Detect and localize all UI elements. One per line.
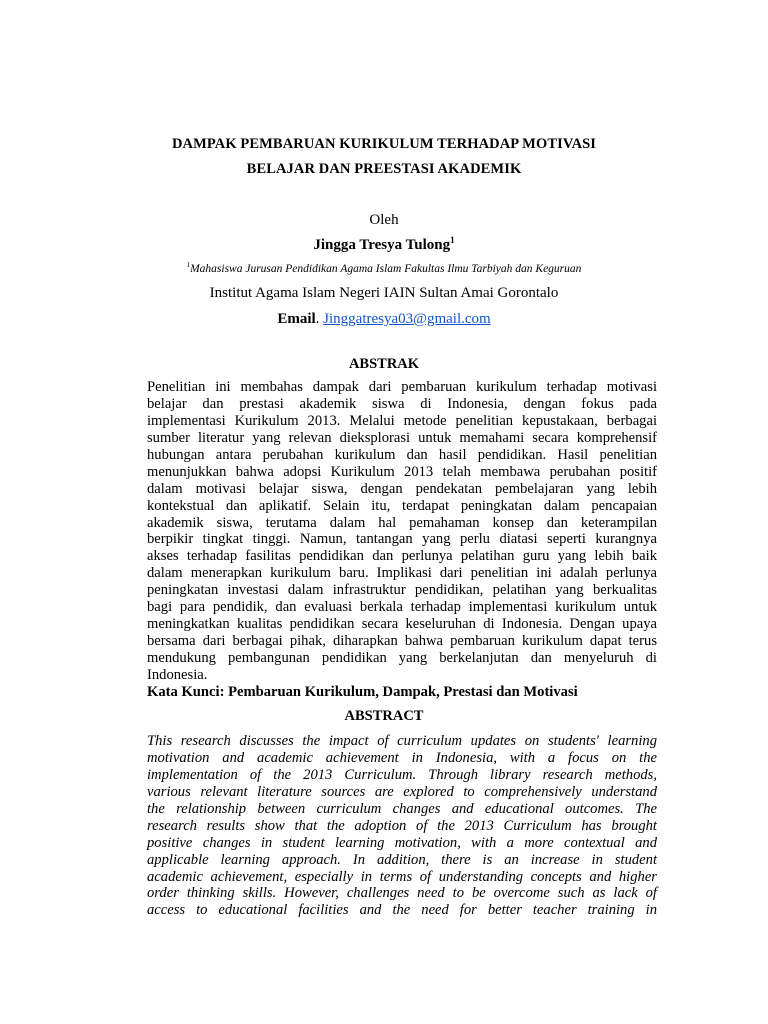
paragraph-line: the relationship between curriculum changes and educational outcomes. The bbox=[147, 800, 657, 817]
paragraph-line: berpikir tingkat tinggi. Namun, tantangan yang perlu diatasi seperti kurangnya bbox=[147, 531, 657, 548]
institution: Institut Agama Islam Negeri IAIN Sultan Amai Gorontalo bbox=[209, 285, 559, 301]
paragraph-line: Indonesia. bbox=[147, 666, 208, 683]
paragraph-line: research results show that the adoption of the 2013 Curriculum has brought bbox=[147, 817, 657, 834]
paragraph-line: academic achievement, especially in terms of understanding concepts and higher bbox=[147, 868, 657, 885]
paragraph-line: various relevant literature sources are explored to comprehensively understand bbox=[147, 783, 657, 800]
email-label: Email bbox=[277, 311, 316, 327]
abstract-paragraph bbox=[147, 733, 657, 919]
paragraph-line: applicable learning approach. In addition, there is an increase in student bbox=[147, 851, 657, 868]
author-affiliation bbox=[0, 263, 768, 275]
paragraph-line: akademik siswa, terutama dalam hal pemahaman konsep dan keterampilan bbox=[147, 514, 657, 531]
paragraph-line: dalam motivasi belajar siswa, dengan pendekatan pembelajaran yang lebih bbox=[147, 480, 657, 497]
paragraph-line: dalam menerapkan kurikulum baru. Implikasi dari penelitian ini adalah perlunya bbox=[147, 565, 657, 582]
abstrak-paragraph bbox=[147, 379, 657, 684]
paragraph-line: bersama dari berbagai pihak, diharapkan bahwa pembaruan kurikulum dapat terus bbox=[147, 633, 657, 650]
author-name bbox=[0, 237, 768, 254]
email-separator: . bbox=[315, 311, 324, 327]
paragraph-line: hubungan antara perubahan kurikulum dan hasil pendidikan. Hasil penelitian bbox=[147, 446, 657, 463]
abstract-heading: ABSTRACT bbox=[344, 708, 424, 724]
by-label: Oleh bbox=[369, 212, 399, 228]
paragraph-line: bagi para pendidik, dan evaluasi berkala terhadap implementasi kurikulum untuk bbox=[147, 599, 657, 616]
paragraph-line: meningkatkan kualitas pendidikan secara keseluruhan di Indonesia. Dengan upaya bbox=[147, 616, 657, 633]
paragraph-line: This research discusses the impact of curriculum updates on students' learning bbox=[147, 733, 657, 749]
paper-title-line-2: BELAJAR DAN PREESTASI AKADEMIK bbox=[246, 161, 522, 177]
paragraph-line: positive changes in student learning motivation, with a more contextual and bbox=[147, 834, 657, 851]
paragraph-line: motivation and academic achievement in Indonesia, with a focus on the bbox=[147, 749, 657, 766]
paragraph-line: mendukung pembangunan pendidikan yang berkelanjutan dan menyeluruh di bbox=[147, 650, 657, 666]
paper-title-line-1: DAMPAK PEMBARUAN KURIKULUM TERHADAP MOTIVASI bbox=[171, 136, 597, 152]
keywords: Kata Kunci: Pembaruan Kurikulum, Dampak, Prestasi dan Motivasi bbox=[147, 684, 578, 700]
affiliation-superscript: 1 bbox=[186, 261, 191, 270]
paragraph-line: sumber literatur yang relevan dieksplorasi untuk memahami secara komprehensif bbox=[147, 429, 657, 446]
affiliation-text: Mahasiswa Jurusan Pendidikan Agama Islam Fakultas Ilmu Tarbiyah dan Keguruan bbox=[190, 263, 582, 275]
paragraph-line: Penelitian ini membahas dampak dari pembaruan kurikulum terhadap motivasi bbox=[147, 379, 657, 395]
author-superscript: 1 bbox=[450, 235, 455, 245]
paragraph-line: belajar dan prestasi akademik siswa di Indonesia, dengan fokus pada bbox=[147, 395, 657, 412]
paragraph-line: menunjukkan bahwa adopsi Kurikulum 2013 telah membawa perubahan positif bbox=[147, 463, 657, 480]
author-name-text: Jingga Tresya Tulong bbox=[313, 237, 451, 253]
paragraph-line: access to educational facilities and the need for better teacher training in bbox=[147, 902, 657, 919]
paragraph-line: implementasi Kurikulum 2013. Melalui metode penelitian kepustakaan, berbagai bbox=[147, 412, 657, 429]
email-link[interactable]: Jinggatresya03@gmail.com bbox=[323, 311, 491, 327]
email-line bbox=[0, 311, 768, 328]
paragraph-line: order thinking skills. However, challenges need to be overcome such as lack of bbox=[147, 885, 657, 902]
abstrak-heading: ABSTRAK bbox=[348, 356, 420, 372]
paragraph-line: implementation of the 2013 Curriculum. Through library research methods, bbox=[147, 766, 657, 783]
paragraph-line: akses terhadap fasilitas pendidikan dan perlunya pelatihan guru yang lebih baik bbox=[147, 548, 657, 565]
paragraph-line: kontekstual dan aplikatif. Selain itu, terdapat peningkatan dalam pencapaian bbox=[147, 497, 657, 514]
paragraph-line: peningkatan investasi dalam infrastruktur pendidikan, pelatihan yang berkualitas bbox=[147, 582, 657, 599]
